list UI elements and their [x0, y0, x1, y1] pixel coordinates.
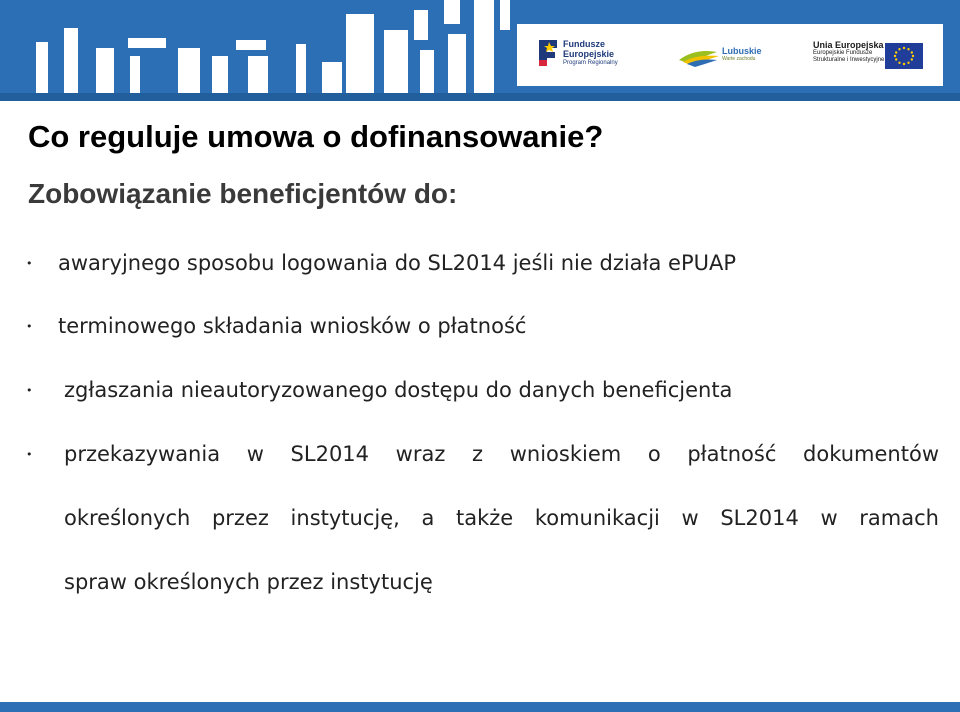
banner-stripe [0, 93, 960, 101]
fundusze-line1: Fundusze [563, 39, 605, 49]
ue-line3: Strukturalne i Inwestycyjne [813, 57, 885, 63]
lubuskie-text [722, 46, 762, 63]
page-title: Co reguluje umowa o dofinansowanie? [28, 119, 604, 154]
fundusze-europejskie-text [563, 39, 618, 67]
banner-decoration [248, 56, 268, 94]
list-item: terminowego składania wniosków o płatność [58, 314, 527, 338]
banner-decoration [296, 44, 306, 94]
list-item-line: spraw określonych przez instytucję [64, 570, 433, 594]
banner-decoration [128, 38, 166, 48]
banner-decoration [444, 0, 460, 24]
lubuskie-name: Lubuskie [722, 46, 762, 56]
lubuskie-tagline: Warte zachodu [722, 56, 756, 62]
fundusze-europejskie-logo-icon [537, 38, 559, 68]
banner-decoration [236, 40, 266, 50]
banner-decoration [420, 50, 434, 94]
banner-decoration [322, 62, 342, 94]
bullet-icon: • [26, 448, 33, 461]
footer-bar [0, 702, 960, 712]
logo-strip [517, 24, 943, 86]
eu-flag-icon [885, 43, 923, 69]
list-item: awaryjnego sposobu logowania do SL2014 jeśli nie działa ePUAP [58, 251, 737, 275]
bullet-icon: • [26, 384, 33, 397]
banner-decoration [346, 14, 374, 94]
list-item-line: przekazywania w SL2014 wraz z wnioskiem o płatność dokumentów [64, 442, 939, 466]
banner-decoration [64, 28, 78, 94]
page-subtitle: Zobowiązanie beneficjentów do: [28, 178, 458, 209]
ue-line1: Unia Europejska [813, 40, 884, 50]
list-item: zgłaszania nieautoryzowanego dostępu do danych beneficjenta [64, 378, 733, 402]
header-banner [0, 0, 960, 101]
list-item-line: określonych przez instytucję, a także komunikacji w SL2014 w ramach [64, 506, 939, 530]
banner-decoration [448, 34, 466, 94]
banner-decoration [474, 0, 494, 94]
ue-line2: Europejskie Fundusze [813, 50, 873, 56]
banner-decoration [130, 56, 140, 94]
banner-decoration [414, 10, 428, 40]
banner-decoration [178, 48, 200, 94]
bullet-icon: • [26, 257, 33, 270]
banner-decoration [36, 42, 48, 94]
banner-decoration [384, 30, 408, 94]
fundusze-line3: Program Regionalny [563, 60, 618, 66]
banner-decoration [96, 48, 114, 94]
lubuskie-logo-icon [677, 46, 721, 68]
banner-decoration [500, 0, 510, 30]
banner-decoration [212, 56, 228, 94]
fundusze-line2: Europejskie [563, 49, 615, 59]
unia-europejska-text [813, 40, 884, 64]
bullet-icon: • [26, 320, 33, 333]
